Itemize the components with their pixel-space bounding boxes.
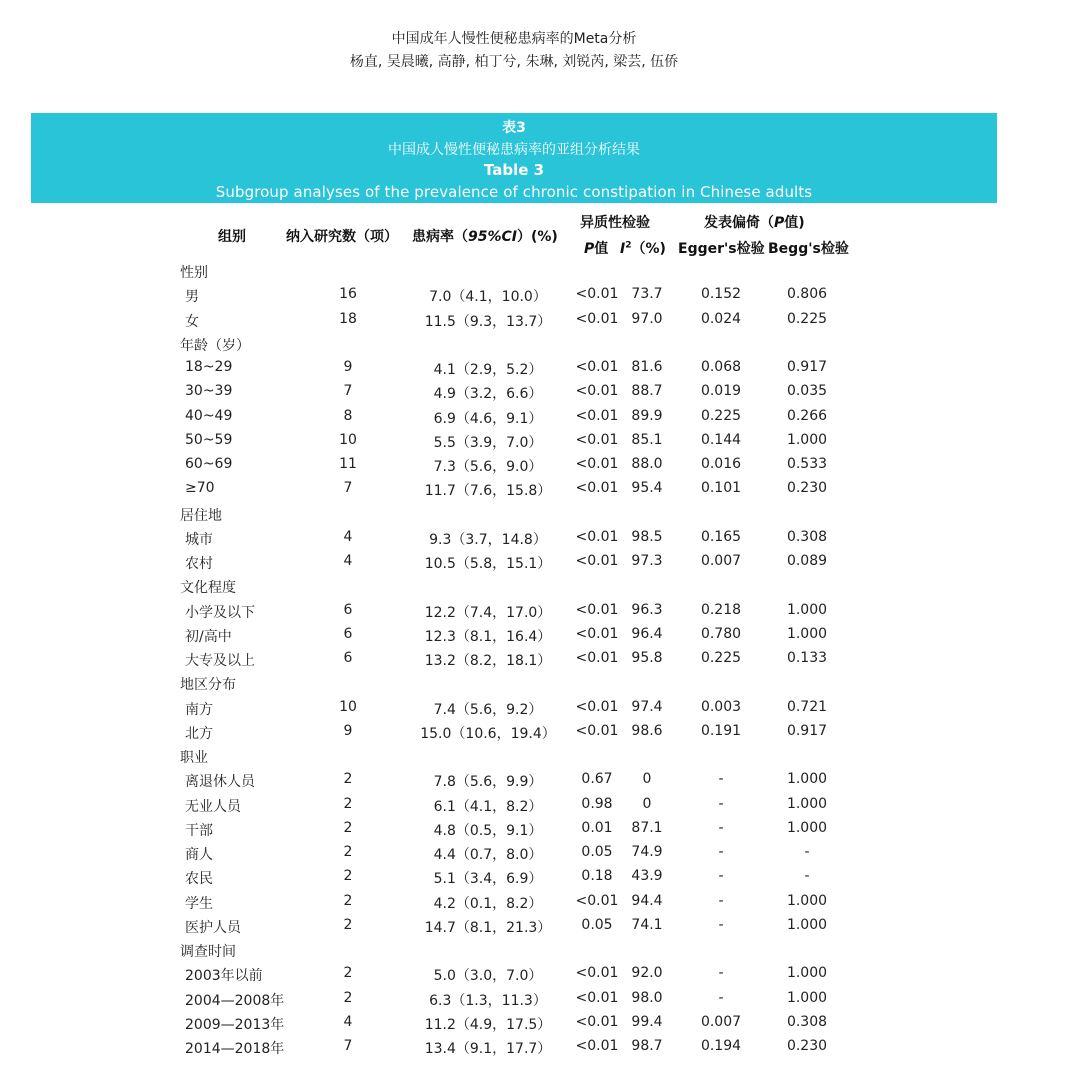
cell-i2: 43.9 xyxy=(631,868,663,885)
cell-begg: 0.917 xyxy=(786,722,828,739)
cell-p-value: <0.01 xyxy=(575,698,619,715)
cell-i2: 87.1 xyxy=(631,819,663,836)
cell-prevalence: 12.3（8.1，16.4） xyxy=(424,628,552,645)
cell-egger: 0.016 xyxy=(700,456,742,472)
cell-p-value: 0.01 xyxy=(581,819,613,836)
cell-p-value: <0.01 xyxy=(575,286,619,303)
cell-study-count: 4 xyxy=(343,528,353,545)
section-title: 地区分布 xyxy=(180,677,236,694)
cell-i2: 94.4 xyxy=(631,892,663,909)
cell-prevalence: 10.5（5.8，15.1） xyxy=(424,556,552,572)
cell-group: 无业人员 xyxy=(185,798,241,815)
section-title: 居住地 xyxy=(180,507,222,524)
cell-egger: 0.152 xyxy=(700,286,742,303)
cell-p-value: <0.01 xyxy=(575,407,619,424)
cell-prevalence: 7.8（5.6，9.9） xyxy=(433,774,543,791)
cell-group: 2014—2018年 xyxy=(185,1041,285,1057)
cell-group: 2009—2013年 xyxy=(185,1016,285,1033)
cell-study-count: 2 xyxy=(343,771,353,788)
cell-prevalence: 4.8（0.5，9.1） xyxy=(433,822,543,839)
cell-group: 2003年以前 xyxy=(185,968,263,985)
header-p-value xyxy=(584,238,608,258)
header-i2-rest: （%) xyxy=(631,241,666,257)
cell-egger: 0.191 xyxy=(700,722,742,739)
cell-p-value: <0.01 xyxy=(575,456,619,472)
cell-prevalence: 5.5（3.9，7.0） xyxy=(433,434,543,451)
cell-egger: 0.101 xyxy=(700,480,742,497)
cell-p-value: <0.01 xyxy=(575,650,619,666)
cell-group: 城市 xyxy=(185,531,213,548)
header-heterogeneity: 异质性检验 xyxy=(580,215,650,231)
cell-p-value: <0.01 xyxy=(575,528,619,545)
header-prevalence-post: ）(%) xyxy=(517,229,558,245)
cell-begg: 1.000 xyxy=(786,431,828,448)
cell-p-value: <0.01 xyxy=(575,625,619,642)
cell-i2: 98.0 xyxy=(631,989,663,1006)
table-caption-en: Subgroup analyses of the prevalence of chronic constipation in Chinese adults xyxy=(215,183,813,201)
header-i2 xyxy=(620,238,666,258)
cell-group: 农民 xyxy=(185,871,213,888)
cell-i2: 74.9 xyxy=(631,844,663,860)
cell-p-value: <0.01 xyxy=(575,431,619,448)
cell-egger: 0.003 xyxy=(700,698,742,715)
cell-group: 女 xyxy=(185,313,199,330)
cell-group: 医护人员 xyxy=(185,919,241,936)
header-begg: Begg's检验 xyxy=(768,241,849,257)
cell-p-value: <0.01 xyxy=(575,965,619,982)
cell-prevalence: 7.3（5.6，9.0） xyxy=(433,459,543,475)
cell-begg: 1.000 xyxy=(786,892,828,909)
cell-egger: - xyxy=(718,868,724,885)
cell-group: 50~59 xyxy=(185,431,233,448)
cell-begg: 0.917 xyxy=(786,359,828,375)
section-title: 性别 xyxy=(180,265,208,281)
cell-group: 60~69 xyxy=(185,456,233,472)
cell-study-count: 8 xyxy=(343,407,353,424)
cell-study-count: 6 xyxy=(343,601,353,618)
cell-study-count: 4 xyxy=(343,553,353,569)
cell-i2: 73.7 xyxy=(631,286,663,303)
cell-study-count: 2 xyxy=(343,989,353,1006)
cell-prevalence: 4.9（3.2，6.6） xyxy=(433,386,543,403)
cell-egger: - xyxy=(718,771,724,788)
paper-authors: 杨直, 吴晨曦, 高静, 柏丁兮, 朱琳, 刘锐芮, 梁芸, 伍侨 xyxy=(349,54,679,70)
cell-group: 40~49 xyxy=(185,407,233,424)
header-p-italic: P xyxy=(584,241,595,257)
header-egger: Egger's检验 xyxy=(678,241,765,257)
cell-egger: 0.194 xyxy=(700,1038,742,1054)
cell-group: 离退休人员 xyxy=(185,774,255,791)
cell-study-count: 2 xyxy=(343,795,353,812)
header-bias-pre: 发表偏倚（ xyxy=(704,215,774,231)
cell-i2: 88.7 xyxy=(631,383,663,400)
header-prevalence xyxy=(412,226,558,246)
cell-prevalence: 12.2（7.4，17.0） xyxy=(424,604,552,621)
cell-i2: 89.9 xyxy=(631,407,663,424)
header-study-count: 纳入研究数（项） xyxy=(286,229,398,245)
cell-i2: 95.4 xyxy=(631,480,663,497)
cell-begg: 1.000 xyxy=(786,625,828,642)
cell-i2: 98.7 xyxy=(631,1038,663,1054)
table-label-en: Table 3 xyxy=(483,161,545,179)
cell-egger: 0.165 xyxy=(700,528,742,545)
cell-egger: 0.019 xyxy=(700,383,742,400)
cell-i2: 74.1 xyxy=(631,916,663,933)
cell-egger: 0.007 xyxy=(700,553,742,569)
cell-prevalence: 7.4（5.6，9.2） xyxy=(433,701,543,718)
cell-group: 2004—2008年 xyxy=(185,992,285,1009)
cell-i2: 0 xyxy=(642,771,652,788)
cell-begg: 0.308 xyxy=(786,1013,828,1030)
header-i2-sup: 2 xyxy=(625,240,632,251)
cell-egger: - xyxy=(718,892,724,909)
cell-study-count: 9 xyxy=(343,722,353,739)
cell-begg: 0.721 xyxy=(786,698,828,715)
cell-prevalence: 7.0（4.1，10.0） xyxy=(429,289,547,306)
section-title: 职业 xyxy=(180,750,208,766)
cell-study-count: 18 xyxy=(339,310,357,327)
cell-begg: 1.000 xyxy=(786,916,828,933)
cell-begg: 1.000 xyxy=(786,965,828,982)
cell-group: 北方 xyxy=(185,725,213,742)
cell-begg: 0.266 xyxy=(786,407,828,424)
cell-egger: 0.218 xyxy=(700,601,742,618)
cell-prevalence: 5.0（3.0，7.0） xyxy=(433,968,543,985)
cell-egger: 0.068 xyxy=(700,359,742,375)
cell-i2: 92.0 xyxy=(631,965,663,982)
cell-egger: - xyxy=(718,795,724,812)
cell-prevalence: 11.7（7.6，15.8） xyxy=(424,483,552,500)
section-title: 调查时间 xyxy=(180,944,236,960)
header-bias-p: P xyxy=(774,215,785,231)
cell-i2: 98.5 xyxy=(631,528,663,545)
cell-i2: 97.4 xyxy=(631,698,663,715)
cell-egger: 0.225 xyxy=(700,650,742,666)
cell-begg: 0.035 xyxy=(786,383,828,400)
cell-p-value: 0.05 xyxy=(581,916,613,933)
cell-study-count: 4 xyxy=(343,1013,353,1030)
cell-i2: 98.6 xyxy=(631,722,663,739)
table-caption-cn: 中国成人慢性便秘患病率的亚组分析结果 xyxy=(388,142,640,158)
cell-egger: - xyxy=(718,819,724,836)
cell-p-value: 0.98 xyxy=(581,795,613,812)
cell-p-value: <0.01 xyxy=(575,383,619,400)
cell-i2: 96.4 xyxy=(631,625,663,642)
cell-group: 农村 xyxy=(185,556,213,572)
cell-p-value: <0.01 xyxy=(575,1038,619,1054)
cell-p-value: <0.01 xyxy=(575,480,619,497)
cell-study-count: 2 xyxy=(343,892,353,909)
cell-group: 学生 xyxy=(185,895,213,912)
header-publication-bias xyxy=(704,212,805,232)
cell-study-count: 16 xyxy=(339,286,357,303)
cell-group: 商人 xyxy=(185,847,213,863)
header-i2-italic: I xyxy=(620,241,626,257)
cell-study-count: 2 xyxy=(343,868,353,885)
cell-egger: 0.007 xyxy=(700,1013,742,1030)
header-p-rest: 值 xyxy=(594,241,609,257)
cell-prevalence: 4.4（0.7，8.0） xyxy=(433,847,543,863)
section-title: 文化程度 xyxy=(180,580,236,597)
cell-begg: 0.225 xyxy=(786,310,828,327)
cell-group: ≥70 xyxy=(185,480,215,497)
cell-egger: 0.225 xyxy=(700,407,742,424)
cell-group: 30~39 xyxy=(185,383,233,400)
cell-begg: 0.089 xyxy=(786,553,828,569)
cell-prevalence: 4.1（2.9，5.2） xyxy=(433,362,543,378)
cell-group: 初/高中 xyxy=(185,628,232,645)
cell-group: 南方 xyxy=(185,701,213,718)
cell-prevalence: 15.0（10.6，19.4） xyxy=(420,725,556,742)
cell-begg: 1.000 xyxy=(786,819,828,836)
cell-begg: 0.533 xyxy=(786,456,828,472)
cell-prevalence: 5.1（3.4，6.9） xyxy=(433,871,543,888)
cell-prevalence: 11.2（4.9，17.5） xyxy=(424,1016,552,1033)
cell-p-value: <0.01 xyxy=(575,722,619,739)
cell-begg: 1.000 xyxy=(786,601,828,618)
cell-i2: 97.3 xyxy=(631,553,663,569)
cell-group: 男 xyxy=(185,289,199,306)
cell-egger: - xyxy=(718,989,724,1006)
cell-group: 干部 xyxy=(185,822,213,839)
cell-study-count: 2 xyxy=(343,819,353,836)
cell-prevalence: 13.2（8.2，18.1） xyxy=(424,653,552,669)
cell-prevalence: 14.7（8.1，21.3） xyxy=(424,919,552,936)
cell-study-count: 7 xyxy=(343,480,353,497)
cell-prevalence: 6.9（4.6，9.1） xyxy=(433,410,543,427)
cell-study-count: 7 xyxy=(343,1038,353,1054)
cell-prevalence: 4.2（0.1，8.2） xyxy=(433,895,543,912)
cell-p-value: <0.01 xyxy=(575,601,619,618)
cell-egger: 0.024 xyxy=(700,310,742,327)
cell-p-value: 0.67 xyxy=(581,771,613,788)
cell-begg: 1.000 xyxy=(786,771,828,788)
cell-begg: - xyxy=(804,868,810,885)
cell-group: 18~29 xyxy=(185,359,233,375)
cell-egger: - xyxy=(718,965,724,982)
cell-p-value: 0.18 xyxy=(581,868,613,885)
cell-study-count: 7 xyxy=(343,383,353,400)
cell-study-count: 2 xyxy=(343,965,353,982)
cell-egger: - xyxy=(718,916,724,933)
cell-i2: 96.3 xyxy=(631,601,663,618)
section-title: 年龄（岁） xyxy=(180,337,250,354)
cell-begg: - xyxy=(804,844,810,860)
cell-group: 小学及以下 xyxy=(185,604,255,621)
header-prevalence-pre: 患病率（ xyxy=(412,229,468,245)
cell-p-value: <0.01 xyxy=(575,553,619,569)
cell-i2: 81.6 xyxy=(631,359,663,375)
cell-i2: 99.4 xyxy=(631,1013,663,1030)
table-label-cn: 表3 xyxy=(502,120,526,136)
paper-title: 中国成年人慢性便秘患病率的Meta分析 xyxy=(391,31,637,47)
cell-begg: 0.806 xyxy=(786,286,828,303)
cell-egger: - xyxy=(718,844,724,860)
cell-i2: 97.0 xyxy=(631,310,663,327)
cell-begg: 0.230 xyxy=(786,480,828,497)
header-prevalence-ci: 95%CI xyxy=(468,229,517,245)
cell-i2: 85.1 xyxy=(631,431,663,448)
cell-p-value: <0.01 xyxy=(575,1013,619,1030)
cell-begg: 0.230 xyxy=(786,1038,828,1054)
header-bias-post: 值) xyxy=(784,215,805,231)
cell-study-count: 2 xyxy=(343,844,353,860)
cell-study-count: 10 xyxy=(339,431,357,448)
cell-p-value: <0.01 xyxy=(575,310,619,327)
cell-group: 大专及以上 xyxy=(185,653,255,669)
cell-begg: 0.133 xyxy=(786,650,828,666)
cell-study-count: 2 xyxy=(343,916,353,933)
cell-study-count: 6 xyxy=(343,625,353,642)
cell-study-count: 10 xyxy=(339,698,357,715)
cell-prevalence: 9.3（3.7，14.8） xyxy=(429,531,547,548)
cell-prevalence: 6.3（1.3，11.3） xyxy=(429,992,547,1009)
cell-p-value: <0.01 xyxy=(575,892,619,909)
cell-begg: 0.308 xyxy=(786,528,828,545)
cell-study-count: 9 xyxy=(343,359,353,375)
table-caption-banner xyxy=(31,113,997,203)
cell-prevalence: 11.5（9.3，13.7） xyxy=(424,313,552,330)
cell-egger: 0.780 xyxy=(700,625,742,642)
header-group: 组别 xyxy=(218,229,246,245)
cell-egger: 0.144 xyxy=(700,431,742,448)
cell-p-value: 0.05 xyxy=(581,844,613,860)
cell-study-count: 6 xyxy=(343,650,353,666)
cell-i2: 95.8 xyxy=(631,650,663,666)
cell-i2: 88.0 xyxy=(631,456,663,472)
cell-p-value: <0.01 xyxy=(575,989,619,1006)
cell-prevalence: 13.4（9.1，17.7） xyxy=(424,1041,552,1057)
cell-begg: 1.000 xyxy=(786,795,828,812)
cell-begg: 1.000 xyxy=(786,989,828,1006)
cell-prevalence: 6.1（4.1，8.2） xyxy=(433,798,543,815)
cell-study-count: 11 xyxy=(339,456,357,472)
cell-p-value: <0.01 xyxy=(575,359,619,375)
cell-i2: 0 xyxy=(642,795,652,812)
